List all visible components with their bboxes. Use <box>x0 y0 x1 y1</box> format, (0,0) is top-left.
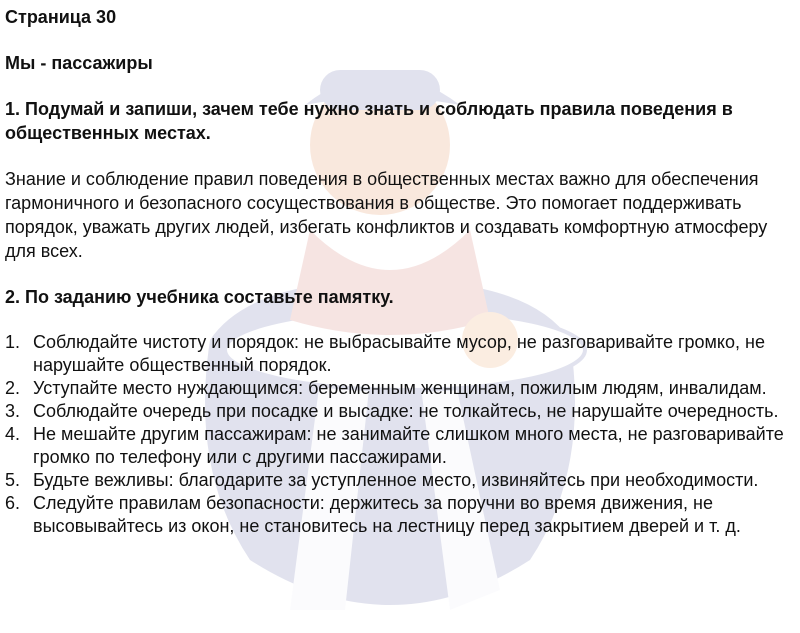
list-item-text: Будьте вежливы: благодарите за уступленное место, извиняйтесь при необходимости. <box>33 470 759 490</box>
list-item <box>5 400 795 423</box>
list-item-number: 3. <box>5 401 21 421</box>
list-item-number: 6. <box>5 493 21 513</box>
question-1-answer: Знание и соблюдение правил поведения в общественных местах важно для обеспечения гармоничного и безопасного сосуществования в обществе. Это помогает поддерживать порядок, уважать других людей, избегать конфликтов и создавать комфортную атмосферу для всех. <box>5 169 768 261</box>
page-number: Страница 30 <box>5 7 117 27</box>
list-item-text: Следуйте правилам безопасности: держитесь за поручни во время движения, не высовывайтесь из окон, не становитесь на лестницу перед закрытием дверей и т. д. <box>33 493 741 536</box>
topic-title: Мы - пассажиры <box>5 53 153 73</box>
list-item-text: Не мешайте другим пассажирам: не занимайте слишком много места, не разговаривайте громко по телефону или с другими пассажирами. <box>33 424 784 467</box>
list-item-text: Соблюдайте чистоту и порядок: не выбрасывайте мусор, не разговаривайте громко, не нарушайте общественный порядок. <box>33 332 765 375</box>
question-1-title: 1. Подумай и запиши, зачем тебе нужно знать и соблюдать правила поведения в общественных местах. <box>5 99 733 143</box>
list-item <box>5 469 795 492</box>
list-item-number: 5. <box>5 470 21 490</box>
list-item <box>5 423 795 469</box>
list-item-number: 1. <box>5 332 21 352</box>
list-item-text: Уступайте место нуждающимся: беременным женщинам, пожилым людям, инвалидам. <box>33 378 767 398</box>
list-item <box>5 377 795 400</box>
memo-list <box>5 331 795 538</box>
list-item <box>5 331 795 377</box>
list-item-number: 2. <box>5 378 21 398</box>
list-item-number: 4. <box>5 424 21 444</box>
question-2-title: 2. По заданию учебника составьте памятку. <box>5 287 394 307</box>
list-item-text: Соблюдайте очередь при посадке и высадке: не толкайтесь, не нарушайте очередность. <box>33 401 779 421</box>
list-item <box>5 492 795 538</box>
